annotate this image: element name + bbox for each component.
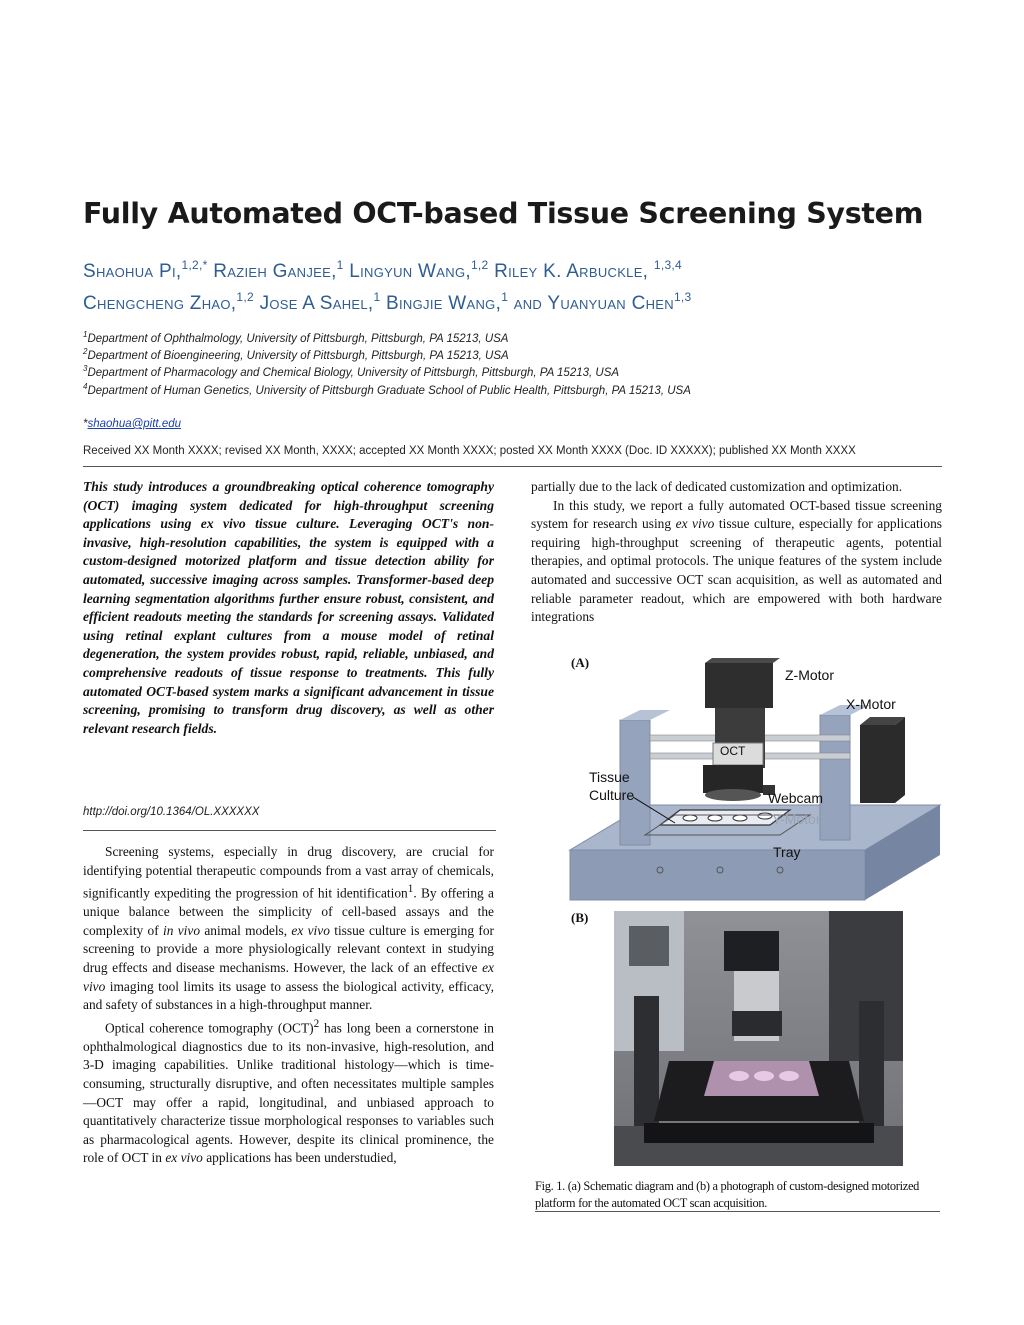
affiliation	[83, 364, 619, 379]
panel-label-a: (A)	[571, 655, 590, 670]
z-motor-top	[705, 658, 780, 663]
figure-schematic	[565, 655, 945, 905]
author-affil-sup: 1,2	[470, 258, 489, 272]
body-text: tissue culture, especially for applications requiring high-throughput screening of therapeutic agents, potential therapies, and optimal protocols. The unique features of the system include automated and successive OCT scan acquisition, as well as automated and reliable parameter readout, which are empowered with both hardware integrations	[531, 516, 942, 625]
citation-ref[interactable]: 2	[313, 1017, 320, 1030]
affiliation	[83, 382, 691, 397]
author-name: Lingyun Wang,	[349, 261, 471, 282]
doi-link[interactable]: http://doi.org/10.1364/OL.XXXXXX	[83, 806, 260, 818]
body-text: has long been a cornerstone in ophthalmological diagnostics due to its non-invasive, high-resolution, and 3-D imaging capabilities. Unlike traditional histology—which is time-consuming, structurally disruptive, and often necessitates multiple samples—OCT may offer a rapid, longitudinal, and unbiased approach to quantitatively characterize tissue morphological responses to variables such as pharmacological agents. However, despite its clinical prominence, the role of OCT in	[83, 1020, 494, 1166]
body-italic: in vivo	[163, 922, 201, 938]
body-paragraph	[83, 843, 494, 1015]
oct-lens-housing	[703, 765, 763, 793]
body-italic: ex vivo	[83, 960, 494, 994]
affiliation-text: Department of Pharmacology and Chemical Biology, University of Pittsburgh, Pittsburgh, PA 15213, USA	[87, 366, 620, 379]
author-name: Chengcheng Zhao,	[83, 293, 237, 314]
body-italic: ex vivo	[675, 516, 715, 532]
author-affil-sup: 1	[373, 290, 381, 304]
paper-title: Fully Automated OCT-based Tissue Screening System	[83, 197, 924, 230]
photo-base	[644, 1123, 874, 1143]
body-italic: ex vivo	[291, 922, 330, 938]
affiliation-number: 2	[83, 347, 88, 356]
affiliation-number: 3	[83, 364, 88, 373]
body-italic: ex vivo	[165, 1150, 203, 1166]
photo-well	[754, 1071, 774, 1081]
author-line-1	[83, 258, 963, 283]
body-text: Optical coherence tomography (OCT)	[105, 1020, 314, 1036]
photo-lens	[732, 1011, 782, 1036]
left-upright-top	[620, 710, 670, 720]
figure-photograph	[614, 911, 903, 1166]
body-text: . By offering a unique balance between the simplicity of cell-based assays and the complexity of	[83, 885, 494, 938]
abstract: This study introduces a groundbreaking optical coherence tomography (OCT) imaging system dedicated for high-throughput screening applications using ex vivo tissue culture. Leveraging OCT's non-invasive, high-resolution capabilities, the system is equipped with a custom-designed motorized platform and tissue detection ability for automated, successive imaging across samples. Transformer-based deep learning segmentation algorithms further ensure robust, consistent, and efficient readouts meeting the standards for screening assays. Validated using retinal explant cultures from a mouse model of retinal degeneration, the system provides robust, rapid, reliable, unbiased, and comprehensive readouts of tissue response to treatments. This fully automated OCT-based system marks a significant advancement in tissue screening, promising to transform drug discovery, as well as other relevant research fields.	[83, 479, 494, 736]
well	[733, 815, 747, 821]
citation-ref[interactable]: 1	[407, 883, 414, 896]
author-name: Riley K. Arbuckle,	[494, 261, 649, 282]
right-upright	[820, 715, 850, 840]
well	[683, 815, 697, 821]
author-affil-sup: 1,2	[236, 290, 254, 304]
body-paragraph	[531, 497, 942, 627]
author-affil-sup: 1,3	[673, 290, 692, 304]
x-motor-label: X-Motor	[846, 696, 896, 712]
y-motor-label: Y-Motor	[772, 811, 821, 827]
body-paragraph: partially due to the lack of dedicated customization and optimization.	[531, 479, 903, 494]
figure-caption: Fig. 1. (a) Schematic diagram and (b) a photograph of custom-designed motorized platform for the automated OCT scan acquisition.	[535, 1179, 920, 1210]
abstract-divider	[83, 830, 496, 831]
author-name: Shaohua Pi,	[83, 261, 182, 282]
header-divider	[83, 466, 942, 467]
webcam-label: Webcam	[768, 790, 823, 806]
author-name: Bingjie Wang,	[386, 293, 502, 314]
photo-well	[729, 1071, 749, 1081]
oct-lens	[705, 789, 761, 801]
body-text: Screening systems, especially in drug discovery, are crucial for identifying potential therapeutic compounds from a vast array of chemicals, significantly expediting the progression of hit identification	[83, 844, 494, 901]
corresponding-email	[83, 418, 181, 430]
culture-label: Culture	[589, 787, 635, 803]
body-text: In this study, we report a fully automated OCT-based tissue screening system for research using	[531, 497, 942, 532]
received-dates: Received XX Month XXXX; revised XX Month, XXXX; accepted XX Month XXXX; posted XX Month XXXX (Doc. ID XXXXX); published XX Month XXXX	[83, 445, 856, 457]
author-affil-sup: 1	[336, 258, 344, 272]
oct-label: OCT	[720, 744, 746, 758]
tissue-label: Tissue	[589, 769, 630, 785]
photo-left-post	[634, 996, 659, 1126]
affiliation	[83, 347, 509, 362]
photo-right-post	[859, 1001, 884, 1131]
z-motor	[705, 663, 773, 708]
affiliation-text: Department of Ophthalmology, University of Pittsburgh, Pittsburgh, PA 15213, USA	[87, 332, 509, 345]
well	[708, 815, 722, 821]
body-left-column	[83, 843, 494, 1168]
x-motor	[860, 717, 905, 803]
affiliation-text: Department of Bioengineering, University of Pittsburgh, Pittsburgh, PA 15213, USA	[87, 349, 509, 362]
affiliation-text: Department of Human Genetics, University of Pittsburgh Graduate School of Public Health, Pittsburgh, PA 15213, USA	[87, 384, 691, 397]
panel-label-b: (B)	[571, 910, 589, 925]
body-text: applications has been understudied,	[202, 1150, 397, 1166]
affiliation-number: 1	[83, 330, 88, 339]
caption-underline	[535, 1211, 940, 1212]
well	[758, 813, 772, 819]
base-front	[570, 850, 865, 900]
email-link[interactable]: shaohua@pitt.edu	[87, 418, 182, 430]
body-paragraph	[83, 1015, 494, 1168]
author-name: Jose A Sahel,	[259, 293, 374, 314]
author-name: and Yuanyuan Chen	[513, 293, 674, 314]
photo-z-stage	[724, 931, 779, 971]
photo-mount	[629, 926, 669, 966]
author-name: Razieh Ganjee,	[213, 261, 337, 282]
photo-well	[779, 1071, 799, 1081]
tray-label: Tray	[773, 844, 801, 860]
affiliation	[83, 330, 508, 345]
author-affil-sup: 1,2,*	[181, 258, 208, 272]
body-text: tissue culture is emerging for screening to provide a more physiologically relevant context in studying drug effects and disease mechanisms. However, the lack of an effective	[83, 922, 494, 976]
author-line-2	[83, 290, 963, 315]
author-affil-sup: 1,3,4	[653, 258, 683, 272]
email-asterisk: *	[83, 418, 88, 430]
author-affil-sup: 1	[501, 290, 509, 304]
z-motor-label: Z-Motor	[785, 667, 834, 683]
body-right-column	[531, 478, 942, 627]
affiliation-number: 4	[83, 382, 88, 391]
body-text: animal models,	[200, 922, 292, 938]
body-text: imaging tool limits its usage to assess the biological activity, efficacy, and safety of substances in a high-throughput manner.	[83, 978, 494, 1013]
